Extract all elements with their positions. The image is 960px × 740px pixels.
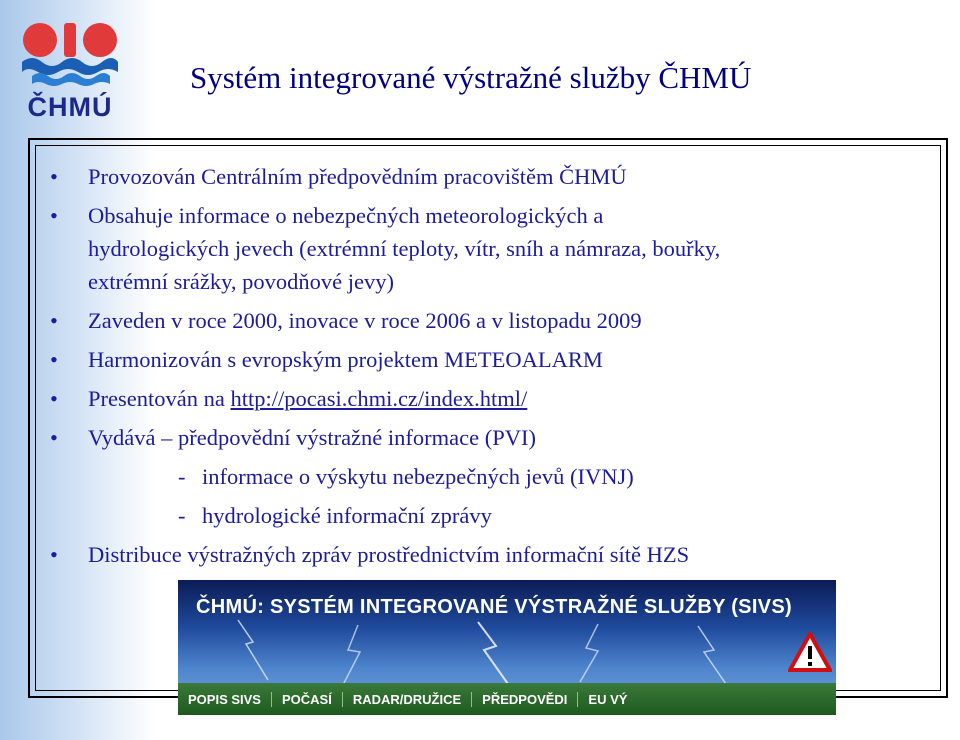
pocasi-link[interactable]: http://pocasi.chmi.cz/index.html/ (230, 386, 528, 411)
dash-marker: - (178, 503, 186, 528)
list-item-text: informace o výskytu nebezpečných jevů (IVNJ) (202, 464, 634, 489)
logo-mark-icon (18, 20, 122, 92)
bullet-list (48, 160, 928, 571)
list-item-text: Presentován na (88, 386, 231, 411)
nav-pocasi[interactable]: POČASÍ (272, 692, 343, 707)
list-item-text: Vydává – předpovědní výstražné informace (PVI) (88, 425, 536, 450)
sivs-banner-image (178, 580, 836, 715)
nav-radar-druzice[interactable]: RADAR/DRUŽICE (343, 692, 472, 707)
list-item-text: Distribuce výstražných zpráv prostřednictvím informační sítě HZS (88, 542, 690, 567)
list-item (48, 160, 928, 193)
list-item (48, 199, 928, 298)
list-item (48, 538, 928, 571)
list-item-text: Provozován Centrálním předpovědním pracovištěm ČHMÚ (88, 164, 627, 189)
logo-text: ČHMÚ (27, 92, 113, 122)
page-title: Systém integrované výstražné služby ČHMÚ (190, 60, 752, 95)
warning-icon (788, 632, 832, 672)
list-item (48, 343, 928, 376)
list-item (48, 304, 928, 337)
nav-popis-sivs[interactable]: POPIS SIVS (178, 692, 272, 707)
chmu-logo (18, 20, 122, 128)
banner-title: ČHMÚ: SYSTÉM INTEGROVANÉ VÝSTRAŽNÉ SLUŽBY (SIVS) (196, 596, 792, 618)
list-item-text: Harmonizován s evropským projektem METEOALARM (88, 347, 603, 372)
list-item-text: extrémní srážky, povodňové jevy) (88, 269, 394, 294)
list-item-text: Obsahuje informace o nebezpečných meteorologických a (88, 203, 604, 228)
list-item-text: hydrologické informační zprávy (202, 503, 492, 528)
sub-list-item (48, 460, 928, 493)
list-item (48, 382, 928, 415)
nav-predpovedi[interactable]: PŘEDPOVĚDI (472, 692, 578, 707)
banner-nav (178, 683, 836, 715)
list-item-text: hydrologických jevech (extrémní teploty, vítr, sníh a námraza, bouřky, (88, 236, 721, 261)
nav-eu[interactable]: EU VÝ (588, 691, 628, 707)
list-item (48, 421, 928, 454)
list-item-text: Zaveden v roce 2000, inovace v roce 2006 a v listopadu 2009 (88, 308, 642, 333)
dash-marker: - (178, 464, 186, 489)
sub-list-item (48, 499, 928, 532)
